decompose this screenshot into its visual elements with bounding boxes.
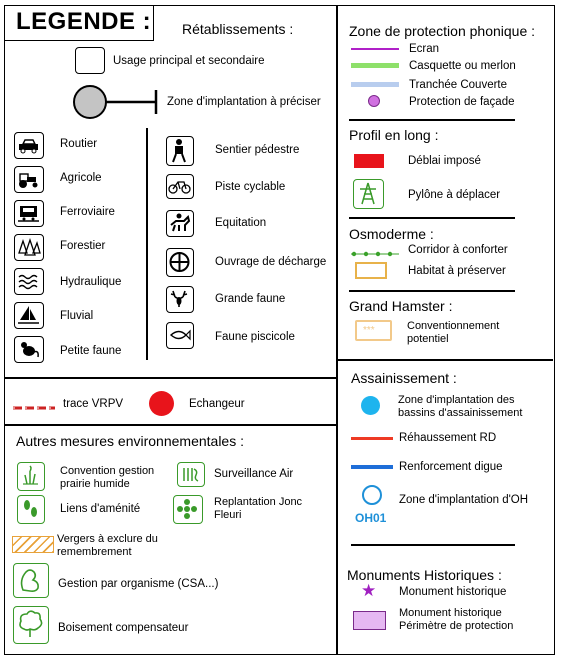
oh-label: Zone d'implantation d'OH bbox=[399, 494, 529, 506]
facade-label: Protection de façade bbox=[409, 96, 515, 108]
renforcement-line-icon bbox=[351, 465, 393, 469]
divider-osmoderme bbox=[349, 290, 515, 292]
renforcement-label: Renforcement digue bbox=[399, 461, 503, 473]
hamster-label: Conventionnement potentiel bbox=[407, 320, 500, 345]
monument-label: Monument historique bbox=[399, 586, 507, 598]
agricole-label: Agricole bbox=[60, 172, 102, 184]
tranchee-line-icon bbox=[351, 82, 399, 87]
fish-icon bbox=[166, 322, 194, 349]
ouvrage-label: Ouvrage de décharge bbox=[215, 256, 327, 268]
oh-ring-icon bbox=[362, 485, 382, 505]
pylone-label: Pylône à déplacer bbox=[408, 189, 501, 201]
deer-icon bbox=[166, 286, 194, 313]
oh-code: OH01 bbox=[355, 511, 387, 525]
bassin-dot-icon bbox=[361, 396, 380, 415]
autres-heading: Autres mesures environnementales : bbox=[16, 433, 244, 449]
osmoderme-heading: Osmoderme : bbox=[349, 226, 434, 242]
grande-faune-label: Grande faune bbox=[215, 293, 286, 305]
divider-hamster bbox=[337, 359, 553, 361]
monuments-heading: Monuments Historiques : bbox=[347, 567, 502, 583]
etablissements-inner-divider bbox=[146, 128, 148, 360]
crosshair-circle-icon bbox=[166, 248, 194, 277]
faune-piscicole-label: Faune piscicole bbox=[215, 331, 295, 343]
profil-heading: Profil en long : bbox=[349, 127, 439, 143]
petite-faune-label: Petite faune bbox=[60, 345, 122, 357]
perimetre-label: Monument historique Périmètre de protection bbox=[399, 607, 514, 632]
vergers-label: Vergers à exclure du remembrement bbox=[57, 533, 158, 558]
ferroviaire-label: Ferroviaire bbox=[60, 206, 115, 218]
divider-profil bbox=[349, 217, 515, 219]
rehaussement-label: Réhaussement RD bbox=[399, 432, 497, 444]
hamster-rect-icon bbox=[355, 320, 392, 341]
trace-vrpv-icon bbox=[13, 399, 55, 407]
facade-dot-icon bbox=[368, 95, 380, 107]
star-icon: ★ bbox=[361, 581, 377, 600]
water-waves-icon bbox=[14, 268, 44, 295]
perimetre-rect-icon bbox=[353, 611, 386, 630]
usage-square-icon bbox=[75, 47, 105, 74]
divider-trace-top bbox=[5, 377, 336, 379]
echangeur-icon bbox=[149, 391, 174, 416]
ecran-label: Ecran bbox=[409, 43, 440, 55]
convention-label: Convention gestion prairie humide bbox=[60, 465, 155, 490]
organisation-icon bbox=[13, 563, 49, 598]
rehaussement-line-icon bbox=[351, 437, 393, 440]
ecran-line-icon bbox=[351, 48, 399, 50]
bassins-label: Zone d'implantation des bassins d'assainissement bbox=[398, 394, 523, 419]
flower-icon bbox=[173, 495, 203, 524]
divider-phonique bbox=[349, 119, 515, 121]
deblai-swatch-icon bbox=[354, 154, 384, 168]
boisement-label: Boisement compensateur bbox=[58, 622, 189, 634]
air-icon bbox=[177, 462, 205, 487]
gestion-label: Gestion par organisme (CSA...) bbox=[58, 578, 219, 590]
sailboat-icon bbox=[14, 302, 44, 329]
usage-label: Usage principal et secondaire bbox=[113, 55, 265, 67]
replantation-label: Replantation Jonc Fleuri bbox=[214, 496, 303, 521]
svg-text:***: *** bbox=[363, 325, 375, 336]
divider-assainissement bbox=[351, 544, 515, 546]
echangeur-label: Echangeur bbox=[189, 398, 245, 410]
assainissement-heading: Assainissement : bbox=[351, 370, 457, 386]
casquette-label: Casquette ou merlon bbox=[409, 60, 516, 72]
horse-rider-icon bbox=[166, 210, 194, 237]
bicycle-icon bbox=[166, 174, 194, 199]
forestier-label: Forestier bbox=[60, 240, 106, 252]
piste-label: Piste cyclable bbox=[215, 181, 286, 193]
car-icon bbox=[14, 132, 44, 159]
hydraulique-label: Hydraulique bbox=[60, 276, 122, 288]
routier-label: Routier bbox=[60, 138, 98, 150]
zone-label: Zone d'implantation à préciser bbox=[167, 96, 321, 108]
fluvial-label: Fluvial bbox=[60, 310, 94, 322]
etablissements-heading: Rétablissements : bbox=[182, 21, 294, 37]
pylon-icon bbox=[353, 179, 384, 209]
casquette-line-icon bbox=[351, 63, 399, 68]
tree-icon bbox=[13, 606, 49, 644]
liens-label: Liens d'aménité bbox=[60, 503, 141, 515]
tranchee-label: Tranchée Couverte bbox=[409, 79, 508, 91]
footprints-icon bbox=[17, 495, 45, 524]
habitat-rect-icon bbox=[355, 262, 387, 279]
habitat-label: Habitat à préserver bbox=[408, 265, 506, 277]
vergers-hatch-icon bbox=[12, 536, 54, 553]
surveillance-label: Surveillance Air bbox=[214, 468, 294, 480]
equitation-label: Equitation bbox=[215, 217, 267, 229]
zone-implantation-icon bbox=[72, 84, 162, 120]
column-divider bbox=[336, 5, 338, 655]
deblai-label: Déblai imposé bbox=[408, 155, 481, 167]
tractor-icon bbox=[14, 166, 44, 193]
sentier-label: Sentier pédestre bbox=[215, 144, 300, 156]
trees-icon bbox=[14, 234, 44, 261]
pedestrian-icon bbox=[166, 136, 194, 166]
hamster-heading: Grand Hamster : bbox=[349, 298, 453, 314]
corridor-label: Corridor à conforter bbox=[408, 244, 508, 256]
trace-vrpv-label: trace VRPV bbox=[63, 398, 124, 410]
divider-trace-bottom bbox=[5, 424, 336, 426]
corridor-dots-icon bbox=[351, 245, 399, 253]
grass-icon bbox=[17, 462, 45, 491]
phonique-heading: Zone de protection phonique : bbox=[349, 23, 536, 39]
small-animal-icon bbox=[14, 336, 44, 363]
train-icon bbox=[14, 200, 44, 227]
legend-title: LEGENDE : bbox=[16, 8, 152, 35]
